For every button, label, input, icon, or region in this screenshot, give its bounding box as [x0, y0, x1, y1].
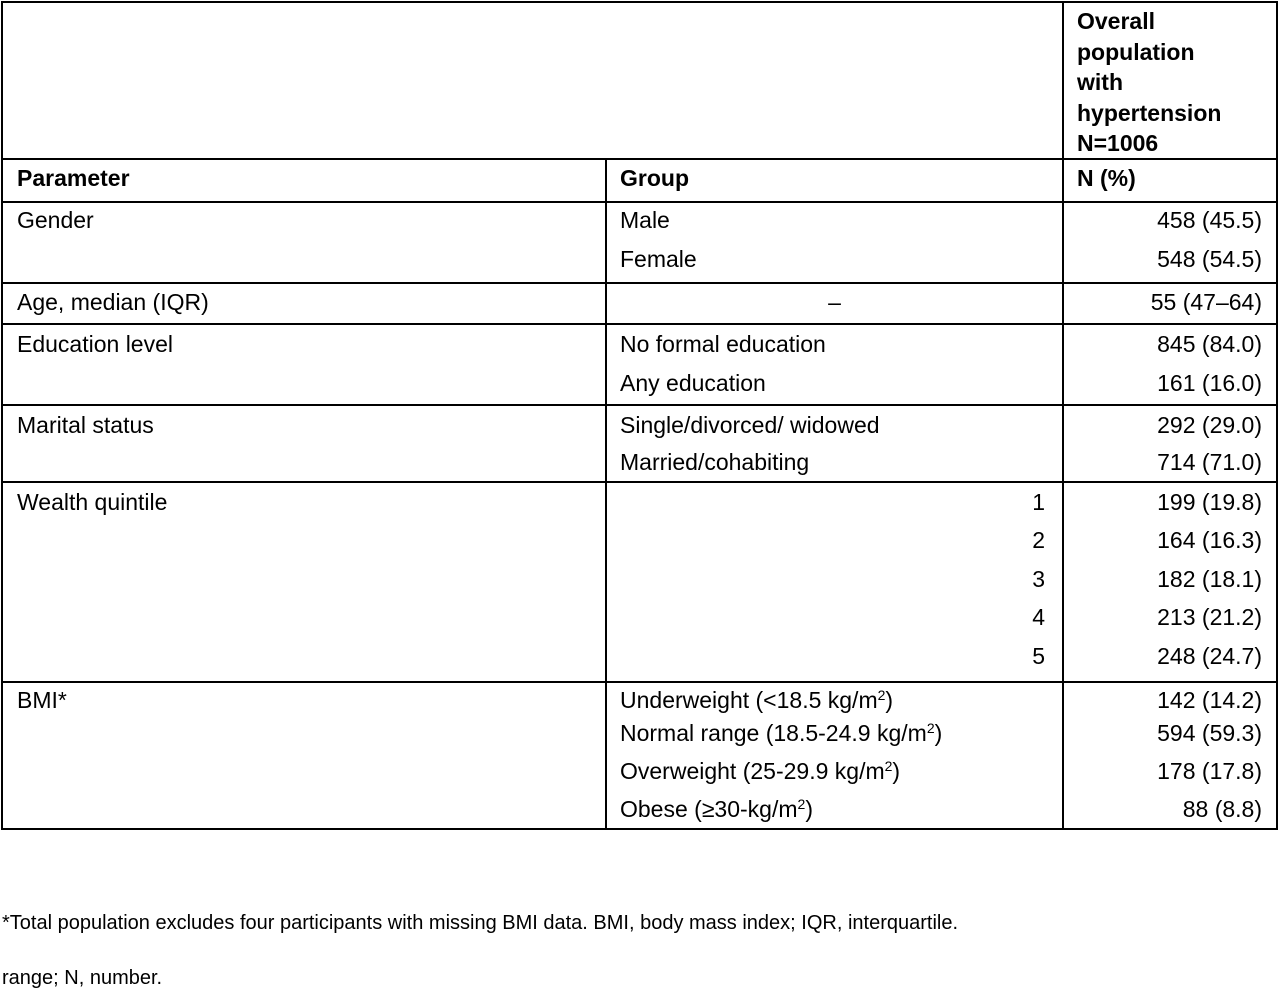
header-line: Overall	[1077, 8, 1155, 34]
parameter-marital: Marital status	[17, 412, 154, 438]
group-text: )	[885, 687, 894, 713]
group-text: )	[805, 796, 813, 822]
n-percent-header: N (%)	[1077, 165, 1136, 191]
row-divider	[3, 481, 1276, 483]
group-label: 4	[1032, 604, 1045, 630]
superscript: 2	[877, 687, 886, 703]
column-divider	[1062, 3, 1064, 828]
group-label: 2	[1032, 527, 1045, 553]
footnote-line-1: *Total population excludes four participants with missing BMI data. BMI, body mass index; IQR, interquartile.	[2, 912, 959, 934]
baseline-characteristics-table	[1, 1, 1278, 830]
row-divider	[3, 201, 1276, 203]
group-label	[620, 720, 942, 747]
group-label: Male	[620, 207, 670, 233]
value-cell: 845 (84.0)	[1157, 331, 1262, 357]
row-divider	[3, 404, 1276, 406]
group-text: Normal range (18.5-24.9 kg/m	[620, 720, 927, 746]
value-cell: 164 (16.3)	[1157, 527, 1262, 553]
group-label	[620, 796, 813, 823]
group-label: Married/cohabiting	[620, 449, 810, 475]
header-line: with	[1077, 69, 1123, 95]
value-cell: 594 (59.3)	[1157, 720, 1262, 746]
parameter-wealth: Wealth quintile	[17, 489, 168, 515]
parameter-bmi: BMI*	[17, 687, 67, 713]
group-label: Any education	[620, 370, 766, 396]
value-cell: 88 (8.8)	[1182, 796, 1262, 822]
value-cell: 248 (24.7)	[1157, 643, 1262, 669]
header-line: N=1006	[1077, 130, 1159, 156]
superscript: 2	[797, 796, 806, 812]
superscript: 2	[884, 758, 893, 774]
group-label: –	[828, 289, 841, 315]
group-text: Overweight (25-29.9 kg/m	[620, 758, 885, 784]
header-line: hypertension	[1077, 99, 1222, 126]
value-cell: 458 (45.5)	[1157, 207, 1262, 233]
footnote-line-2: range; N, number.	[2, 967, 163, 989]
value-cell: 182 (18.1)	[1157, 566, 1262, 592]
value-cell: 55 (47–64)	[1150, 289, 1262, 315]
group-text: Obese (≥30-kg/m	[620, 796, 798, 822]
group-label: Single/divorced/ widowed	[620, 412, 880, 438]
group-label: 5	[1032, 643, 1045, 669]
parameter-education: Education level	[17, 331, 173, 357]
value-cell: 213 (21.2)	[1157, 604, 1262, 630]
row-divider	[3, 282, 1276, 284]
group-text: )	[934, 720, 943, 746]
header-line: population	[1077, 38, 1195, 65]
group-label	[620, 758, 900, 785]
group-label: 1	[1032, 489, 1045, 515]
value-cell: 178 (17.8)	[1157, 758, 1262, 784]
group-text: Underweight (<18.5 kg/m	[620, 687, 878, 713]
group-label: 3	[1032, 566, 1045, 592]
value-cell: 142 (14.2)	[1157, 687, 1262, 713]
group-label: Female	[620, 246, 697, 272]
value-cell: 714 (71.0)	[1157, 449, 1262, 475]
overall-column-header	[1077, 6, 1221, 159]
group-text: )	[892, 758, 901, 784]
row-divider	[3, 323, 1276, 325]
row-divider	[3, 681, 1276, 683]
value-cell: 548 (54.5)	[1157, 246, 1262, 272]
parameter-age: Age, median (IQR)	[17, 289, 209, 315]
value-cell: 161 (16.0)	[1157, 370, 1262, 396]
value-cell: 292 (29.0)	[1157, 412, 1262, 438]
column-divider	[605, 158, 607, 828]
superscript: 2	[926, 720, 935, 736]
group-label	[620, 687, 893, 714]
parameter-header: Parameter	[17, 165, 130, 191]
group-header: Group	[620, 165, 689, 191]
value-cell: 199 (19.8)	[1157, 489, 1262, 515]
group-label: No formal education	[620, 331, 826, 357]
parameter-gender: Gender	[17, 207, 94, 233]
